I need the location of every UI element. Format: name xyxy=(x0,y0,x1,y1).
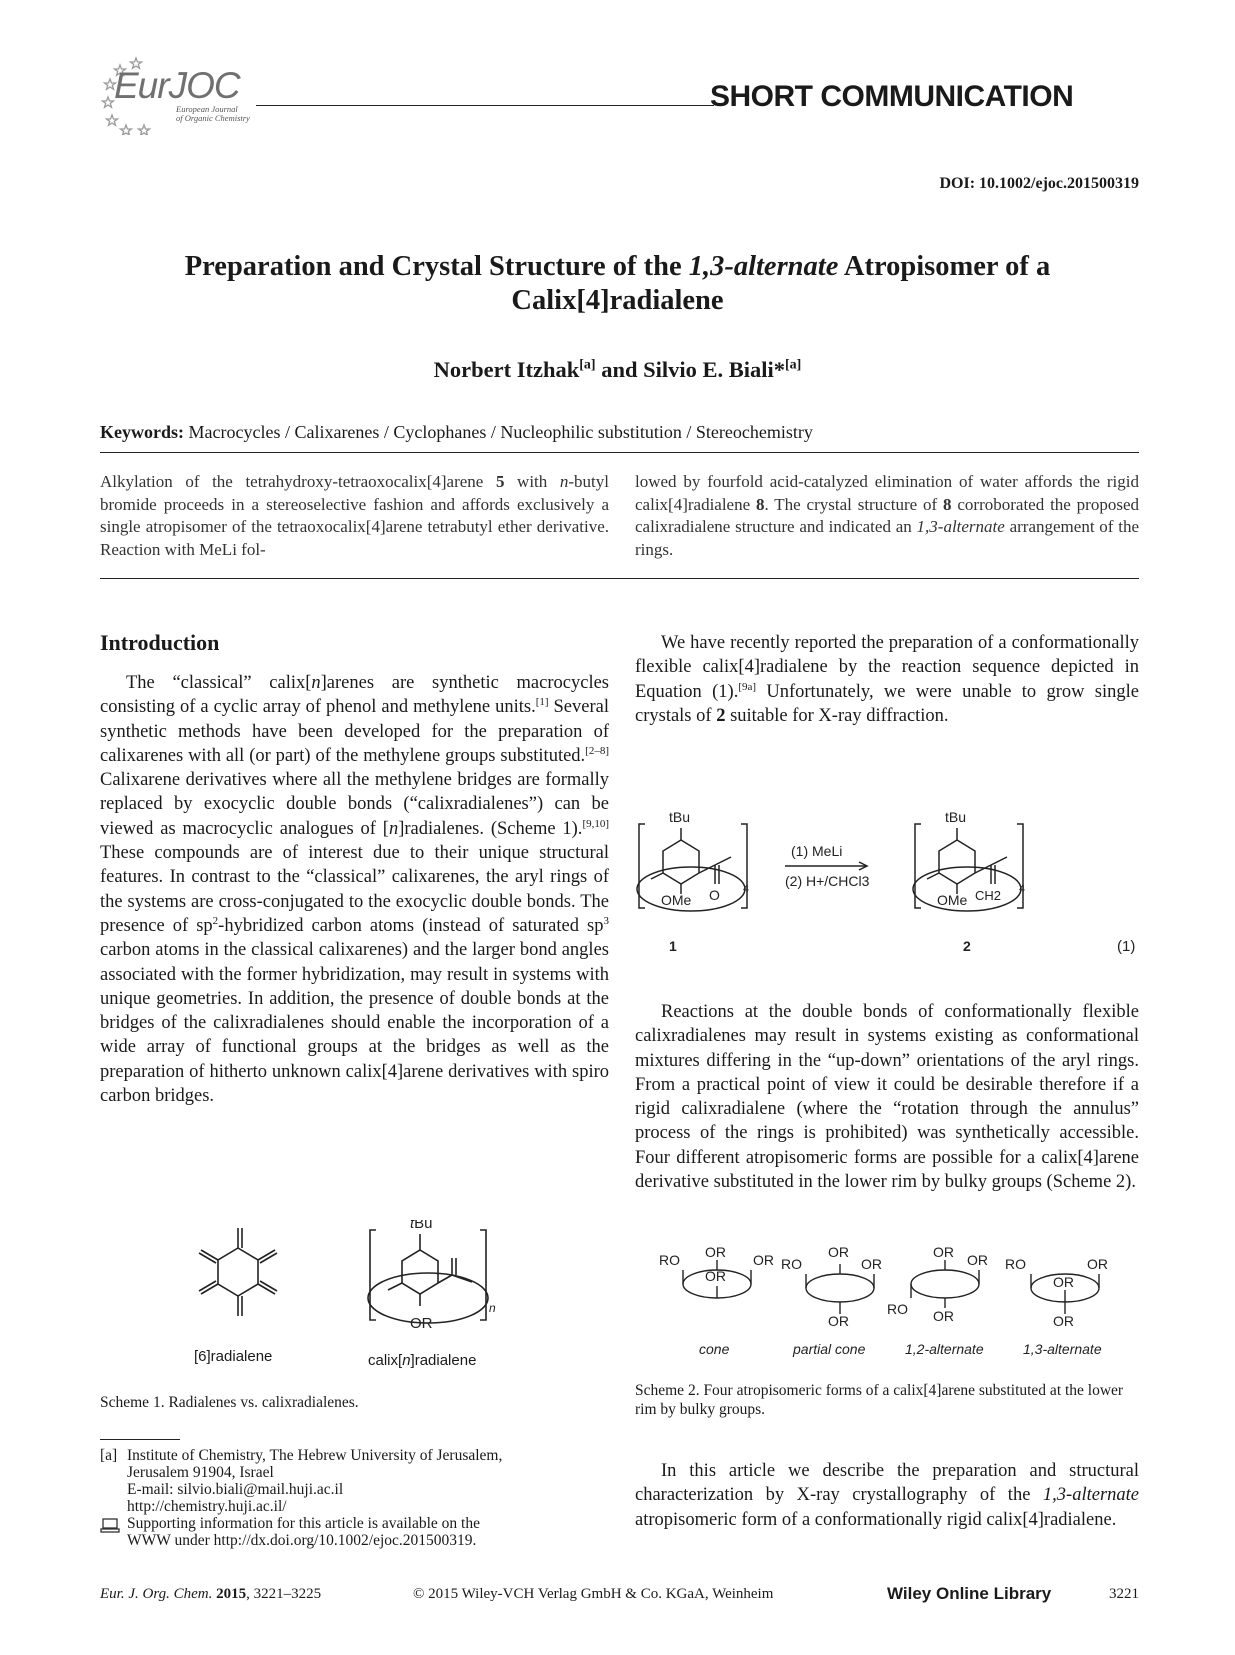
svg-text:tBu: tBu xyxy=(410,1220,433,1232)
svg-text:(2) H+/CHCl3: (2) H+/CHCl3 xyxy=(785,873,870,889)
right-paragraph-2: Reactions at the double bonds of conformationally flexible calixradialenes may result in systems existing as conformational mixtures differing in the “up-down” orientations of the aryl rings. From a practical point of view it could be desirable therefore if a rigid calixradialene (where the “rotation through the annulus” process of the rings is prohibited) was synthetically accessible. Four different atropisomeric forms are possible for a calix[4]arene derivative substituted in the lower rim by bulky groups (Scheme 2). xyxy=(635,1002,1139,1193)
label-radialene: [6]radialene xyxy=(194,1348,273,1365)
right-paragraph-3: In this article we describe the preparation and structural characterization by X-ray crystallography of the 1,3-alternate atropisomeric form of a conformationally rigid calix[4]radialene. xyxy=(635,1461,1139,1530)
svg-text:n: n xyxy=(489,1301,496,1315)
svg-text:RO: RO xyxy=(1005,1256,1026,1272)
svg-text:4: 4 xyxy=(743,883,750,895)
keywords: Keywords: Macrocycles / Calixarenes / Cyclophanes / Nucleophilic substitution / Stereochemistry xyxy=(100,422,813,442)
svg-text:OR: OR xyxy=(861,1256,882,1272)
footnote-affiliation: [a] Institute of Chemistry, The Hebrew University of Jerusalem, Jerusalem 91904, Israel E-mail: silvio.biali@mail.huji.ac.il http://chemistry.huji.ac.il/ Supporting information for this article is available on the WWW under http://dx.doi.org/10.1002/ejoc.201500319. xyxy=(100,1447,503,1549)
scheme-1-caption: Scheme 1. Radialenes vs. calixradialenes. xyxy=(100,1394,359,1411)
doi[interactable]: DOI: 10.1002/ejoc.201500319 xyxy=(939,175,1139,192)
abstract-right: lowed by fourfold acid-catalyzed elimination of water affords the rigid calix[4]radialene 8. The crystal structure of 8 corroborated the proposed calixradialene structure and indicated an 1,3-alternate arrangement of the rings. xyxy=(635,472,1140,559)
page-number: 3221 xyxy=(1109,1586,1139,1602)
footer-citation: Eur. J. Org. Chem. 2015, 3221–3225 xyxy=(100,1586,322,1602)
logo-sub-2: of Organic Chemistry xyxy=(176,113,250,123)
svg-text:OR: OR xyxy=(1053,1274,1074,1290)
authors: Norbert Itzhak[a] and Silvio E. Biali*[a] xyxy=(433,357,802,382)
svg-text:OMe: OMe xyxy=(661,892,692,908)
intro-paragraph: The “classical” calix[n]arenes are synthetic macrocycles consisting of a cyclic array of phenol and methylene units.[1] Several synthetic methods have been developed for the preparation of calixarenes with all (or part) of the methylene groups substituted.[2–8] Calixarene derivatives where all the methylene bridges are formally replaced by exocyclic double bonds (“calixradialenes”) can be viewed as macrocyclic analogues of [n]radialenes. (Scheme 1).[9,10] These compounds are of interest due to their unique structural features. In contrast to the “classical” calixarenes, the aryl rings of the systems are cross-conjugated to the exocyclic double bonds. The presence of $sp^2$-hybridized carbon atoms (instead of saturated $sp^3$ carbon atoms in the classical calixarenes) and the larger bond angles associated with the former hybridization, may result in systems with unique geometries. In addition, the presence of double bonds at the bridges of the calixradialenes should enable the incorporation of a wide array of functional groups at the bridges as well as the preparation of hitherto unknown calix[4]arene derivatives with spiro carbon bridges. xyxy=(100,673,610,1107)
svg-text:(1) MeLi: (1) MeLi xyxy=(791,843,843,859)
footer-copyright: © 2015 Wiley-VCH Verlag GmbH & Co. KGaA, Weinheim xyxy=(413,1586,774,1602)
svg-text:1,2-alternate: 1,2-alternate xyxy=(905,1341,984,1357)
svg-text:OR: OR xyxy=(933,1244,954,1260)
svg-text:1,3-alternate: 1,3-alternate xyxy=(1023,1341,1102,1357)
scheme-2-caption: Scheme 2. Four atropisomeric forms of a calix[4]arene substituted at the lower rim by bulky groups. xyxy=(635,1382,1124,1418)
scheme-2 xyxy=(655,1244,1125,1364)
abstract-bottom-rule xyxy=(100,578,1139,579)
svg-text:CH2: CH2 xyxy=(975,888,1002,903)
footnote-rule xyxy=(100,1439,180,1440)
svg-text:4: 4 xyxy=(1019,883,1026,895)
svg-text:tBu: tBu xyxy=(669,812,691,825)
svg-text:tBu: tBu xyxy=(945,812,967,825)
atropisomer-diagrams xyxy=(655,1244,1125,1364)
svg-text:OR: OR xyxy=(828,1313,849,1329)
section-label: SHORT COMMUNICATION xyxy=(710,80,1074,113)
footer-library[interactable]: Wiley Online Library xyxy=(887,1584,1052,1603)
article-title: Preparation and Crystal Structure of the 1,3-alternate Atropisomer of a Calix[4]radialene xyxy=(184,251,1051,316)
svg-text:RO: RO xyxy=(781,1256,802,1272)
svg-text:OR: OR xyxy=(1087,1256,1108,1272)
svg-text:RO: RO xyxy=(659,1252,680,1268)
right-paragraph-1: We have recently reported the preparation of a conformationally flexible calix[4]radialene by the reaction sequence depicted in Equation (1).[9a] Unfortunately, we were unable to grow single crystals of 2 suitable for X-ray diffraction. xyxy=(635,633,1139,726)
svg-text:(1): (1) xyxy=(1117,938,1136,955)
reaction-scheme xyxy=(635,812,1139,967)
svg-text:OMe: OMe xyxy=(937,892,968,908)
abstract-left: Alkylation of the tetrahydroxy-tetraoxocalix[4]arene 5 with n-butyl bromide proceeds in a stereoselective fashion and affords exclusively a single atropisomer of the tetraoxocalix[4]arene tetrabutyl ether derivative. Reaction with MeLi fol- xyxy=(100,472,609,559)
logo-text: EurJOC xyxy=(114,65,240,106)
svg-text:1: 1 xyxy=(669,938,677,954)
svg-text:OR: OR xyxy=(967,1252,988,1268)
equation-1 xyxy=(635,812,1139,967)
journal-logo xyxy=(96,55,266,135)
svg-text:RO: RO xyxy=(887,1301,908,1317)
svg-text:cone: cone xyxy=(699,1341,730,1357)
svg-text:OR: OR xyxy=(705,1268,726,1284)
svg-text:OR: OR xyxy=(828,1244,849,1260)
svg-text:OR: OR xyxy=(753,1252,774,1268)
header-rule xyxy=(256,105,714,106)
label-calixradialene: calix[n]radialene xyxy=(368,1352,477,1369)
svg-text:2: 2 xyxy=(963,938,971,954)
abstract-top-rule xyxy=(100,452,1139,453)
svg-text:partial cone: partial cone xyxy=(793,1341,866,1357)
svg-text:OR: OR xyxy=(705,1244,726,1260)
svg-text:OR: OR xyxy=(1053,1313,1074,1329)
svg-text:OR: OR xyxy=(933,1308,954,1324)
logo-sub-1: European Journal xyxy=(176,104,238,114)
svg-text:O: O xyxy=(709,887,720,903)
scheme1-or: OR xyxy=(410,1315,433,1332)
scheme-1 xyxy=(180,1220,540,1370)
computer-icon xyxy=(100,1518,120,1533)
intro-heading: Introduction xyxy=(100,630,220,655)
